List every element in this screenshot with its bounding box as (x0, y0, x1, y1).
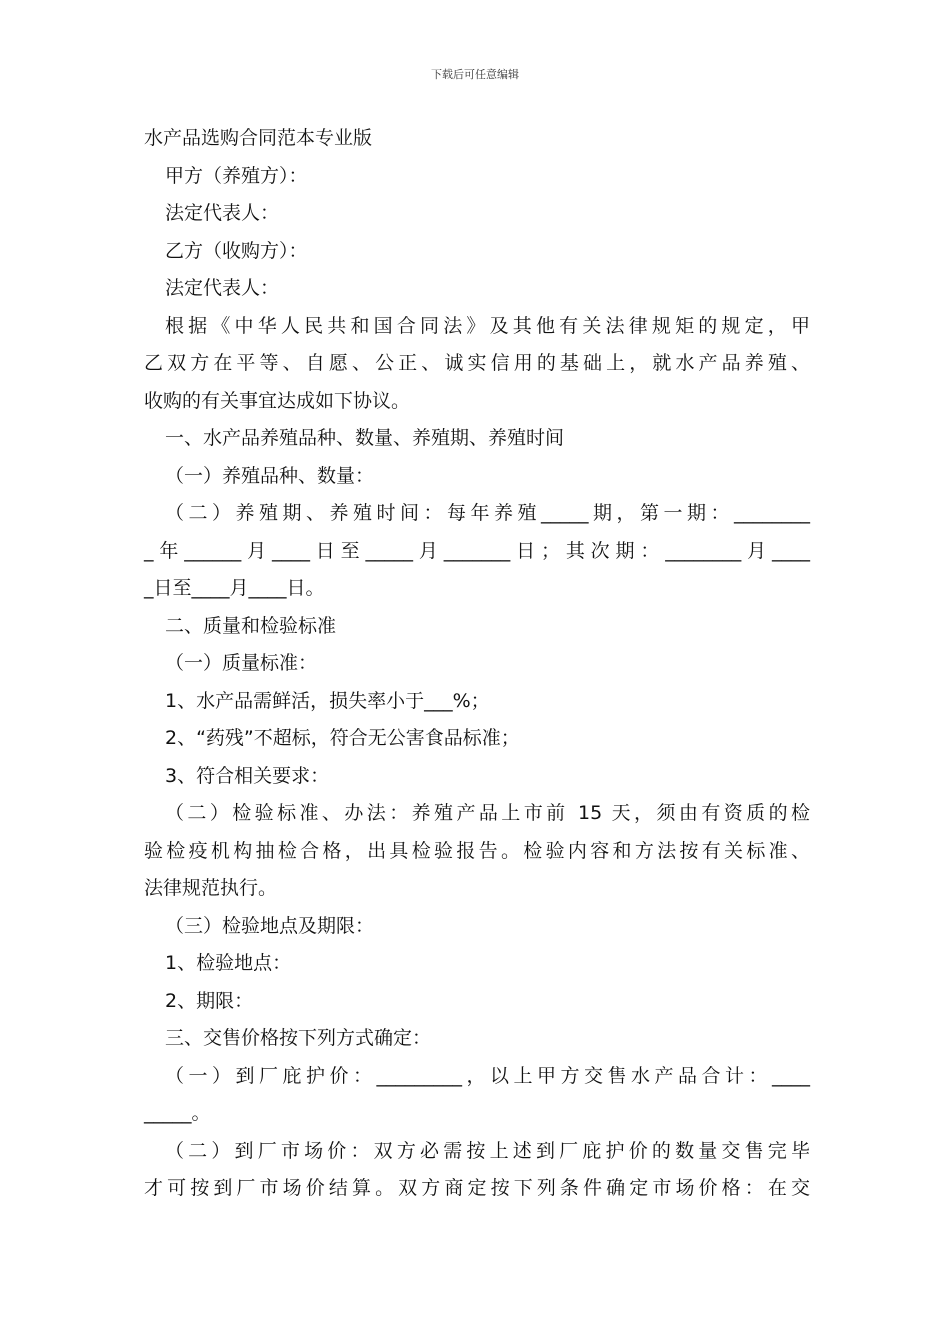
section-3-item-1-line-1: （一）到厂庇护价：_________，以上甲方交售水产品合计：____ (165, 1064, 810, 1087)
preamble-line-1: 根据《中华人民共和国合同法》及其他有关法律规矩的规定，甲 (165, 314, 810, 337)
preamble-line-3: 收购的有关事宜达成如下协议。 (144, 389, 411, 412)
section-1-item-2-line-1: （二）养殖期、养殖时间：每年养殖_____期，第一期：________ (165, 502, 810, 524)
party-b-representative-line: 法定代表人： (165, 277, 280, 299)
section-3-item-2-line-1: （二）到厂市场价：双方必需按上述到厂庇护价的数量交售完毕 (165, 1139, 810, 1162)
party-a-line: 甲方（养殖方）： (165, 164, 308, 187)
party-a-representative-line: 法定代表人： (165, 202, 280, 224)
section-2-heading: 二、质量和检验标准 (165, 614, 337, 637)
section-3-item-1-line-2: _____。 (144, 1102, 211, 1124)
document-title: 水产品选购合同范本专业版 (144, 127, 373, 149)
party-b-line: 乙方（收购方）： (165, 239, 308, 262)
section-3-heading: 三、交售价格按下列方式确定： (165, 1027, 432, 1049)
section-2-item-3-point-2: 2、期限： (165, 989, 254, 1012)
section-2-item-2-line-1: （二）检验标准、办法：养殖产品上市前 15 天，须由有资质的检 (165, 802, 810, 824)
section-2-item-1-point-1: 1、水产品需鲜活，损失率小于___%； (165, 689, 490, 712)
section-2-item-3-point-1: 1、检验地点： (165, 952, 292, 974)
section-2-item-1-point-2: 2、“药残”不超标，符合无公害食品标准； (165, 727, 520, 749)
section-2-item-2-line-2: 验检疫机构抽检合格，出具检验报告。检验内容和方法按有关标准、 (144, 839, 810, 862)
section-1-heading: 一、水产品养殖品种、数量、养殖期、养殖时间 (165, 427, 565, 449)
section-1-item-1: （一）养殖品种、数量： (165, 464, 375, 487)
section-1-item-2-line-3: _日至____月____日。 (144, 577, 325, 599)
section-1-item-2-line-2: _年______月____日至_____月_______日；其次期：________月____ (144, 539, 810, 562)
section-3-item-2-line-2: 才可按到厂市场价结算。双方商定按下列条件确定市场价格：在交 (144, 1177, 810, 1199)
section-2-item-3: （三）检验地点及期限： (165, 914, 375, 937)
section-2-item-1: （一）质量标准： (165, 652, 318, 674)
document-body (144, 120, 810, 1208)
page-header-note: 下载后可任意编辑 (431, 68, 519, 81)
preamble-line-2: 乙双方在平等、自愿、公正、诚实信用的基础上，就水产品养殖、 (144, 352, 810, 374)
section-2-item-2-line-3: 法律规范执行。 (144, 877, 278, 899)
section-2-item-1-point-3: 3、符合相关要求： (165, 764, 330, 787)
